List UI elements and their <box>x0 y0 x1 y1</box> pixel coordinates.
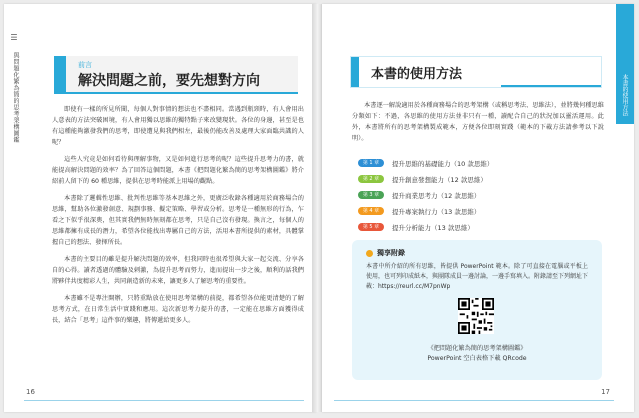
bullet-icon <box>366 250 373 257</box>
preface-title: 解決問題之前，要先想對方向 <box>78 73 260 89</box>
chapter-badge: 第 2 章 <box>358 175 384 183</box>
footer-rule <box>334 400 614 401</box>
paragraph: 本書除了邏輯性思維、批判性思維等基本思維之外，更廣泛收錄各種適用於商務場合的思維，幫助各位激發創意、規劃事務、擬定策略、學習或分析。思考是一種無形的行為，乍看之下似乎很深奧，但其實我們無時無刻都在思考，只是自己沒有發現。換言之，每個人的思維都擁有成長的潛力，希望各位能找出專屬自己的方法，活用本書所提供的素材，具體掌握自己的想法、發揮所長。 <box>52 195 304 246</box>
menu-icon: ☰ <box>10 33 18 42</box>
paragraph: 即使有一樣的所見所聞，每個人對事情的想法也不盡相同。當遇到瓶頸時，有人會用出人意表的方法突破困境，有人會用獨以思維的獨特點子來改變現狀。各位的身邊，甚至是也有這種能夠激發我們的思考，即使遭見與我們相左，最後仍能改善及處理大家面臨共識的人呢？ <box>52 106 304 146</box>
chapter-badge: 第 1 章 <box>358 159 384 167</box>
page-number: 16 <box>26 388 35 396</box>
qr-code-icon[interactable] <box>458 298 494 334</box>
right-page <box>322 4 634 412</box>
usage-intro <box>352 100 604 144</box>
intro-paragraph: 本書逐一解說適用於各種商務場合的思考架構（或稱思考法、思維法），並將幾何種思維分類如下：不過，各思維的使用方法並非只有一種，讀配合自己的狀況加以靈活運用。此外，本書將所有的思考架構製成範本，方便各位即刻實踐（範本的下載方法請參考以下說明）。 <box>352 102 604 142</box>
page-number: 17 <box>601 388 610 396</box>
chapter-badge: 第 3 章 <box>358 191 384 199</box>
usage-title: 本書的使用方法 <box>371 67 463 82</box>
usage-header <box>350 56 602 88</box>
qr-caption-line: 《把問題化繁為簡的思考架構圖鑑》 <box>427 345 527 352</box>
attachment-title-text: 獨享附錄 <box>377 249 405 257</box>
chapter-row <box>358 204 598 218</box>
header-accent-bar <box>54 56 66 92</box>
chapter-text: 提升創意發想能力（12 款思維） <box>392 175 487 184</box>
chapter-text: 提升思維的基礎能力（10 款思維） <box>392 159 494 168</box>
preface-label: 前言 <box>78 61 92 69</box>
chapter-text: 提升商業思考力（12 款思維） <box>392 191 481 200</box>
chapter-list <box>358 156 598 236</box>
chapter-badge: 第 4 章 <box>358 207 384 215</box>
chapter-row <box>358 220 598 234</box>
chapter-row <box>358 188 598 202</box>
chapter-side-tab <box>616 4 634 124</box>
chapter-text: 提升分析能力（13 款思維） <box>392 223 474 232</box>
chapter-row <box>358 156 598 170</box>
preface-header <box>54 56 298 94</box>
paragraph: 本書的主要目的雖是提升解決問題的效率，但我同時也很希望與大家一起交流、分享各自的心得。讀者透過的體驗及刺激，為提升思考而努力，進而提出一步之後，順利的話我們將夥伴共度精彩人生，共同創造新的未來，讓更多人了解思考的重要性。 <box>52 256 304 285</box>
chapter-row <box>358 172 598 186</box>
attachment-text: 本書中所介紹的所有思維，皆提供 PowerPoint 範本。除了可直接在電腦或平板上使用，也可列印成紙本，與團隊成員一邊討論，一邊手寫填入。附錄請至下列網址下載：https://reurl.cc/M7pnWp <box>366 263 589 290</box>
chapter-text: 提升專案執行力（13 款思維） <box>392 207 481 216</box>
paragraph: 本書雖不是專注開辦，只將重點放在使用思考架構的前提，都希望各位能更清楚的了解思考方式，在日常生活中實踐和應用。這次新思考力提升的書，一定能在思維方面獲得成長，結合「思考」這件事的樂趣，將傳遞給更多人。 <box>52 295 304 324</box>
chapter-badge: 第 5 章 <box>358 223 384 231</box>
left-page <box>4 4 316 412</box>
header-underline <box>501 85 601 87</box>
footer-rule <box>24 400 304 401</box>
attachment-box <box>352 240 602 380</box>
side-tab-label: 本書的使用方法 <box>621 74 628 116</box>
preface-body <box>52 104 304 332</box>
header-accent-bar <box>351 57 359 87</box>
paragraph: 這些人究竟是如何看待與理解事物，又是如何進行思考的呢？這些提升思考力的書，就能提高解決問題的效率？為了回答這個問題，本書《把問題化繁為簡的思考架構圖鑑》將介紹前人留下的 60 種思維，提供在思考時能派上用場的觀點。 <box>52 156 304 185</box>
qr-caption-line: PowerPoint 空白表格下載 QRcode <box>427 355 527 362</box>
side-book-title: 與問題化繁為簡的思考架構圖鑑 <box>12 52 19 143</box>
attachment-title <box>366 248 405 258</box>
qr-caption <box>352 344 602 364</box>
